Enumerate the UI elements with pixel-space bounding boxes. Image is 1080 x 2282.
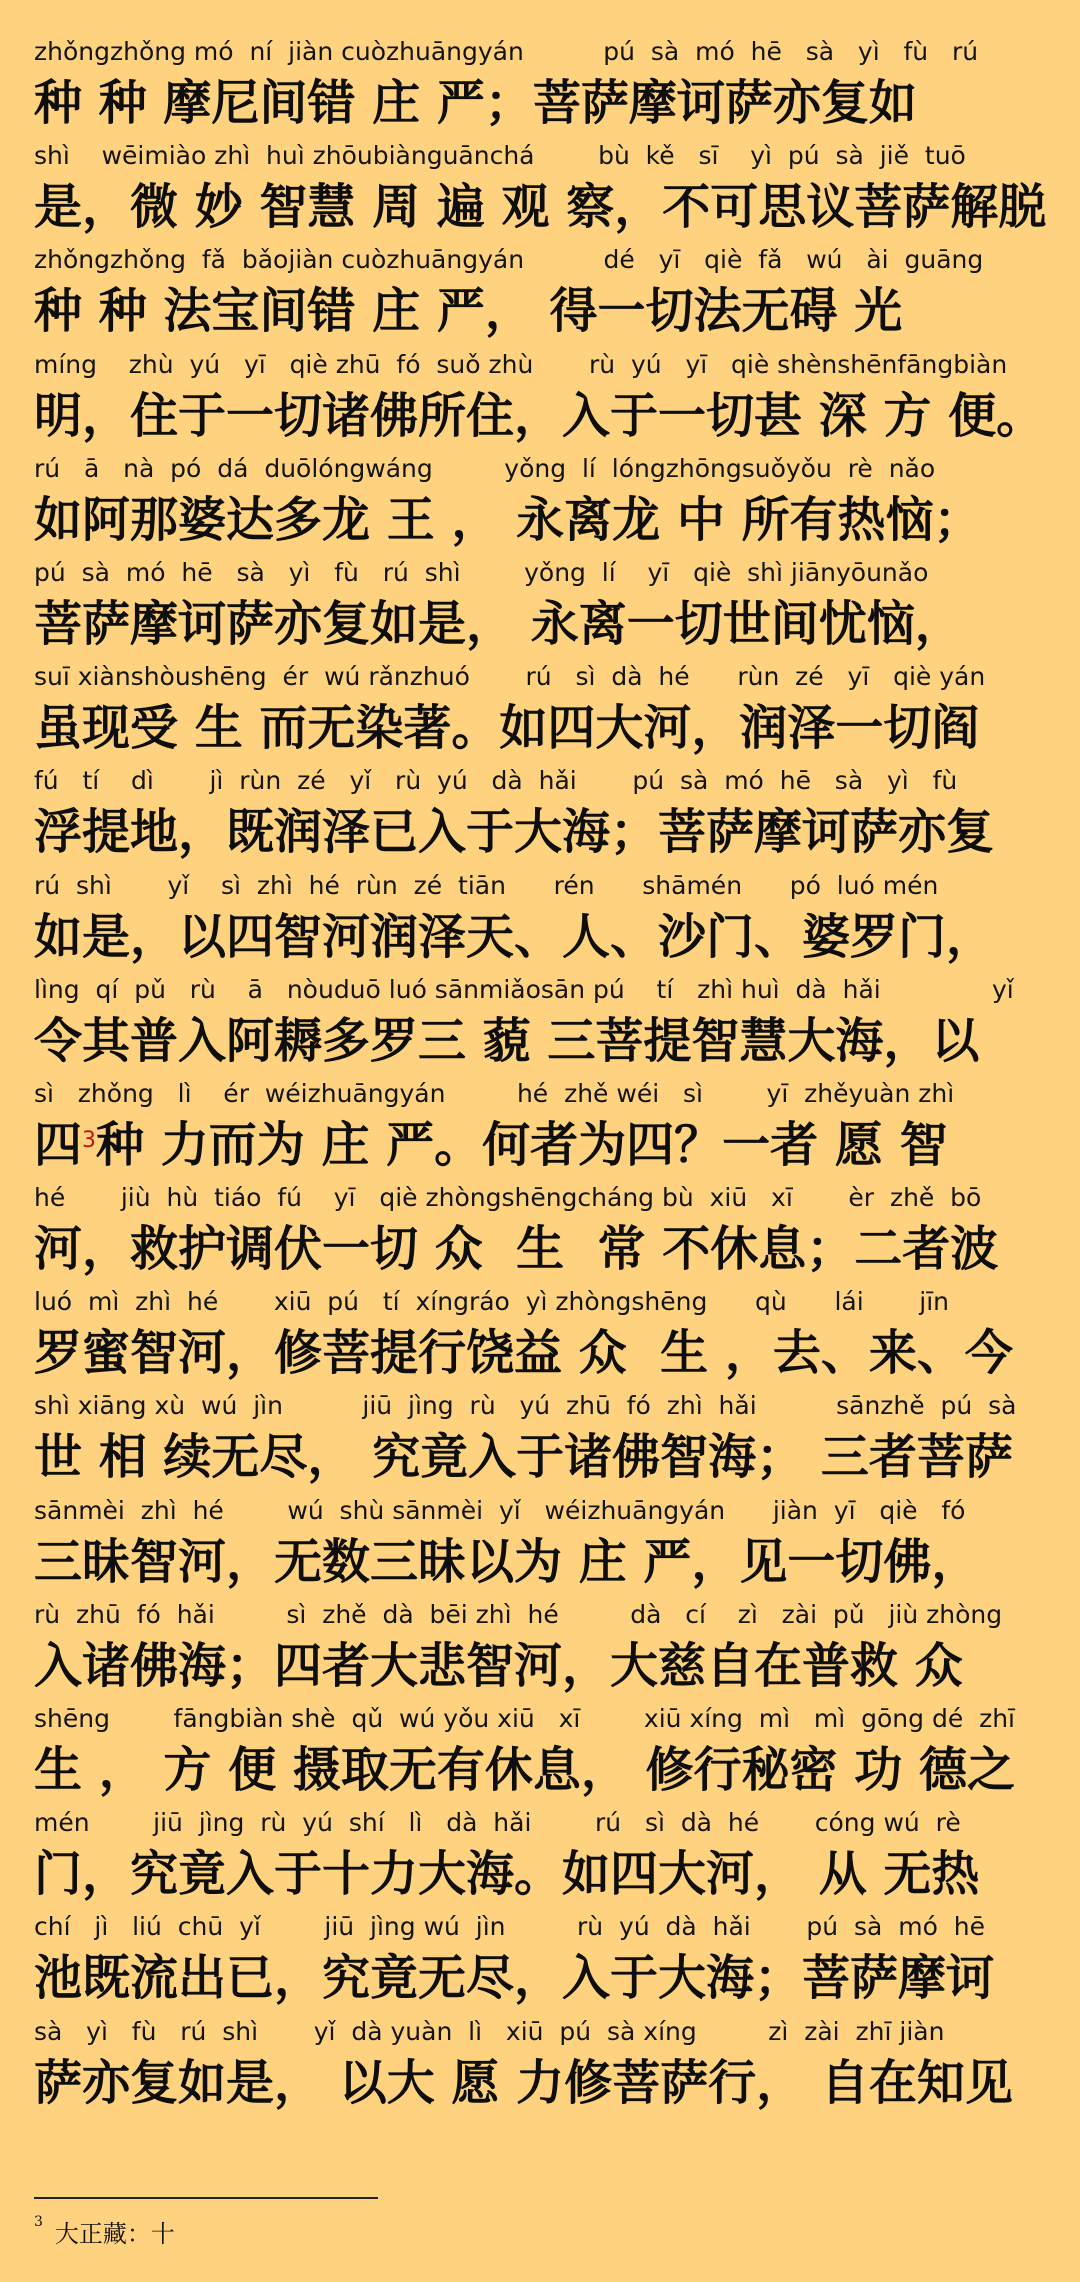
verse-line [34,1697,1048,1801]
pinyin-text: rù zhū fó hǎi sì zhě dà bēi zhì hé dà cí zì zài pǔ jiù zhòng [34,1599,1003,1629]
pinyin-text: suī xiànshòushēng ér wú rǎnzhuó rú sì dà hé rùn zé yī qiè yán [34,662,986,692]
hanzi-text: 入诸佛海；四者大悲智河，大慈自在普救 众 [34,1637,963,1694]
pinyin-text: sānmèi zhì hé wú shù sānmèi yǐ wéizhuāngyán jiàn yī qiè fó [34,1495,966,1525]
verse-line [34,1905,1048,2009]
pinyin-text: fú tí dì jì rùn zé yǐ rù yú dà hǎi pú sà mó hē sà yì fù [34,766,958,796]
pinyin-text: sì zhǒng lì ér wéizhuāngyán hé zhě wéi sì yī zhěyuàn zhì [34,1078,955,1108]
verse-line [34,1801,1048,1905]
hanzi-text: 三昧智河，无数三昧以为 庄 严，见一切佛， [34,1533,980,1590]
verse-line [34,1593,1048,1697]
verse-line [34,30,1048,134]
pinyin-text: shì xiāng xù wú jìn jiū jìng rù yú zhū fó zhì hǎi sānzhě pú sà [34,1391,1017,1421]
footnote-text: 大正藏：十 [54,2220,175,2248]
hanzi-text: 池既流出已，究竟无尽，入于大海；菩萨摩诃 [34,1950,995,2007]
verse-line [34,655,1048,759]
pinyin-text: zhǒngzhǒng fǎ bǎojiàn cuòzhuāngyán dé yī qiè fǎ wú ài guāng [34,245,984,275]
hanzi-text: 种 种 法宝间错 庄 严， 得一切法无碍 光 [34,283,903,340]
verse-line [34,759,1048,863]
pinyin-text: zhǒngzhǒng mó ní jiàn cuòzhuāngyán pú sà mó hē sà yì fù rú [34,37,979,66]
hanzi-text: 令其普入阿耨多罗三 藐 三菩提智慧大海，以 [34,1012,980,1069]
footnote-mark: 3 [34,2214,43,2230]
hanzi-text: 罗蜜智河，修菩提行饶益 众 生 ，去、来、今 [34,1325,1013,1382]
hanzi-text: 河，救护调伏一切 众 生 常 不休息；二者波 [34,1221,999,1278]
verse-line [34,343,1048,447]
verse-line [34,1384,1048,1488]
hanzi-segment: 种 力而为 庄 严。何者为四？一者 愿 智 [96,1116,948,1173]
pinyin-text: míng zhù yú yī qiè zhū fó suǒ zhù rù yú yī qiè shènshēnfāngbiàn [34,349,1008,379]
pinyin-text: shì wēimiào zhì huì zhōubiànguānchá bù kě sī yì pú sà jiě tuō [34,141,966,171]
verse-line [34,1072,1048,1176]
hanzi-text: 如是，以四智河润泽天、人、沙门、婆罗门， [34,908,995,965]
verse-line [34,1489,1048,1593]
hanzi-text: 虽现受 生 而无染著。如四大河，润泽一切阎 [34,700,980,757]
pinyin-text: rú ā nà pó dá duōlóngwáng yǒng lí lóngzhōngsuǒyǒu rè nǎo [34,453,936,483]
hanzi-text: 种 种 摩尼间错 庄 严；菩萨摩诃萨亦复如 [34,75,917,131]
hanzi-text: 门，究竟入于十力大海。如四大河， 从 无热 [34,1846,980,1903]
footnote-divider [34,2197,378,2199]
hanzi-text: 萨亦复如是， 以大 愿 力修菩萨行， 自在知见 [34,2054,1013,2111]
pinyin-text: hé jiù hù tiáo fú yī qiè zhòngshēngcháng bù xiū xī èr zhě bō [34,1183,982,1213]
verse-line [34,2010,1048,2114]
verse-line [34,864,1048,968]
pinyin-text: chí jì liú chū yǐ jiū jìng wú jìn rù yú dà hǎi pú sà mó hē [34,1912,985,1942]
hanzi-segment: 四 [34,1116,83,1173]
verse-line [34,1176,1048,1280]
hanzi-text: 如阿那婆达多龙 王 ， 永离龙 中 所有热恼； [34,491,982,548]
pinyin-text: mén jiū jìng rù yú shí lì dà hǎi rú sì dà hé cóng wú rè [34,1808,961,1838]
footnote-reference-mark[interactable]: 3 [82,1127,97,1153]
pinyin-text: pú sà mó hē sà yì fù rú shì yǒng lí yī qiè shì jiānyōunǎo [34,557,929,587]
hanzi-text: 生 ， 方 便 摄取无有休息， 修行秘密 功 德之 [34,1742,1015,1798]
verse-line [34,1280,1048,1384]
scripture-page [34,30,1048,2114]
pinyin-text: rú shì yǐ sì zhì hé rùn zé tiān rén shāmén pó luó mén [34,870,939,900]
hanzi-text: 菩萨摩诃萨亦复如是， 永离一切世间忧恼， [34,595,963,652]
hanzi-text-with-footnote [34,1116,1048,1174]
verse-line [34,551,1048,655]
footnote [34,2214,175,2249]
hanzi-text: 世 相 续无尽， 究竟入于诸佛智海； 三者菩萨 [34,1429,1013,1486]
verse-line [34,968,1048,1072]
pinyin-text: lìng qí pǔ rù ā nòuduō luó sānmiǎosān pú tí zhì huì dà hǎi yǐ [34,974,1014,1004]
verse-line [34,447,1048,551]
hanzi-text: 明，住于一切诸佛所住，入于一切甚 深 方 便。 [34,387,1045,444]
pinyin-text: sà yì fù rú shì yǐ dà yuàn lì xiū pú sà xíng zì zài zhī jiàn [34,2016,945,2046]
verse-line [34,238,1048,342]
hanzi-text: 是，微 妙 智慧 周 遍 观 察，不可思议菩萨解脱 [34,179,1047,236]
pinyin-text: shēng fāngbiàn shè qǔ wú yǒu xiū xī xiū xíng mì mì gōng dé zhī [34,1704,1016,1733]
pinyin-text: luó mì zhì hé xiū pú tí xíngráo yì zhòngshēng qù lái jīn [34,1287,950,1317]
hanzi-text: 浮提地，既润泽已入于大海；菩萨摩诃萨亦复 [34,804,995,861]
verse-line [34,134,1048,238]
